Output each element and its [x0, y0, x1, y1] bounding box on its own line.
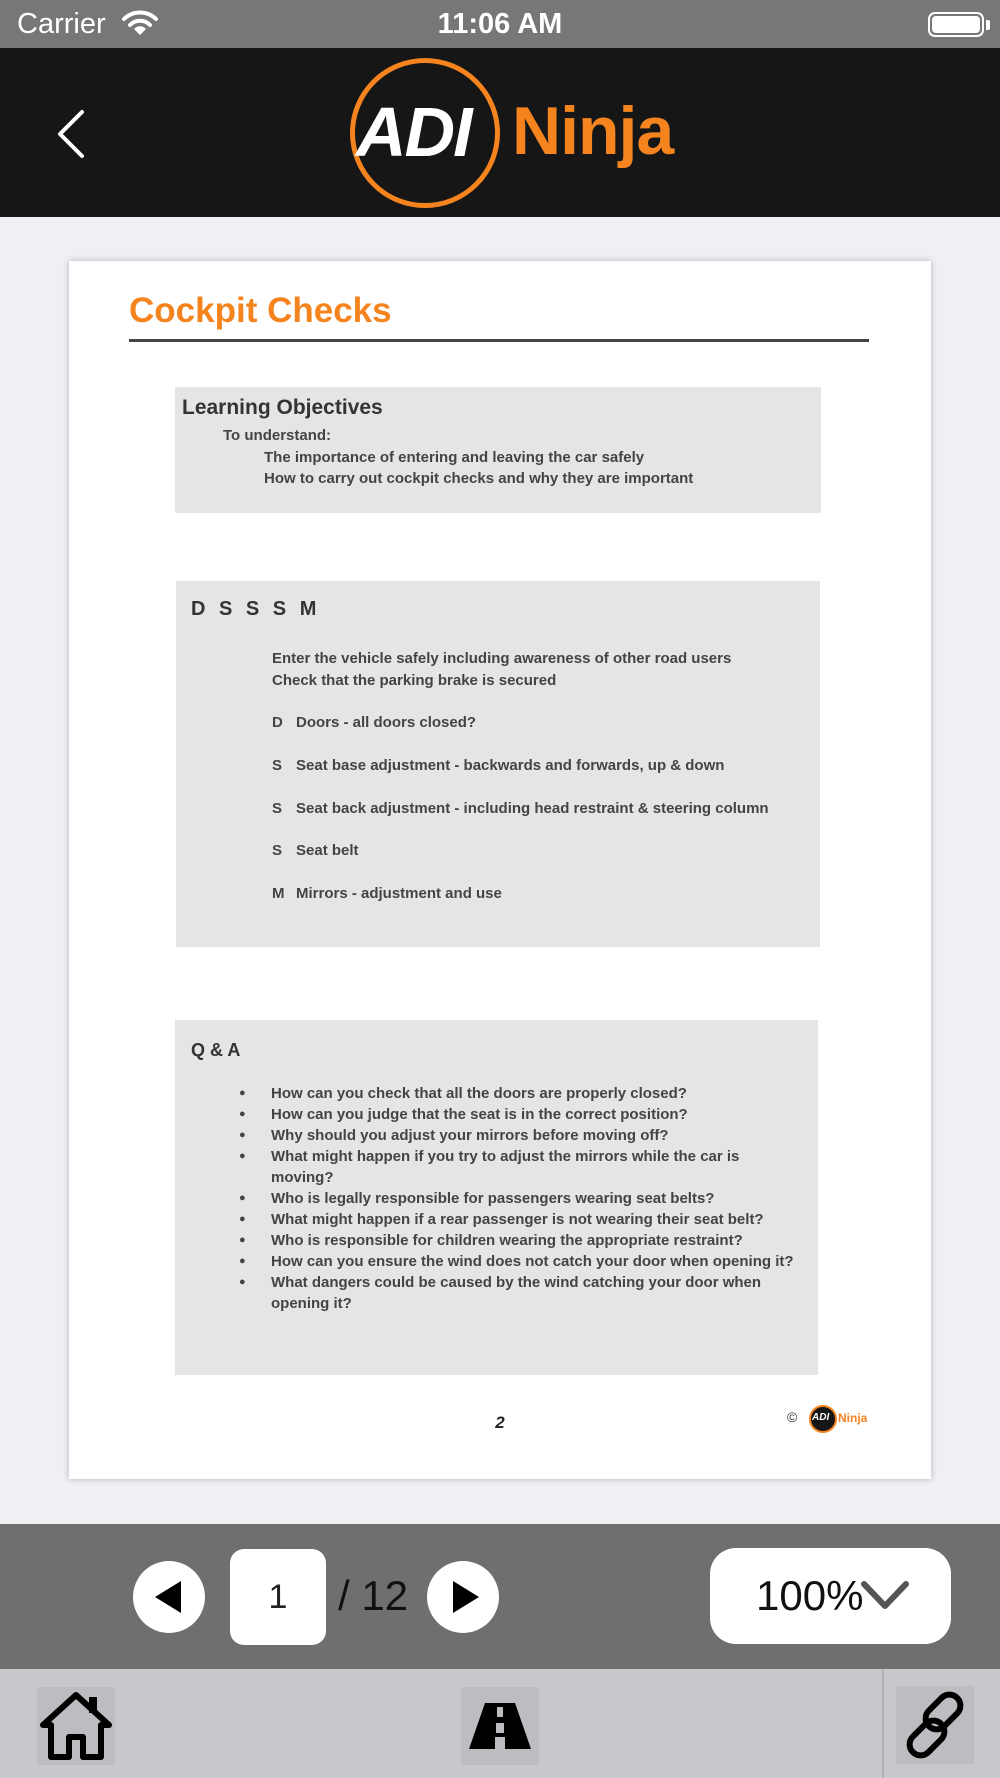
- learning-objective-item: How to carry out cockpit checks and why they are important: [264, 470, 694, 487]
- dsssm-text: Seat base adjustment - backwards and forwards, up & down: [296, 757, 725, 774]
- tab-link[interactable]: [896, 1686, 974, 1764]
- footer-logo: [787, 1403, 877, 1433]
- zoom-value: 100%: [756, 1572, 864, 1619]
- qa-question: ● What might happen if you try to adjust the mirrors while the car is moving?: [251, 1146, 806, 1188]
- tab-home[interactable]: [37, 1687, 115, 1765]
- dsssm-letter: D: [272, 714, 283, 731]
- learning-objective-item: The importance of entering and leaving the car safely: [264, 449, 645, 466]
- qa-box: [175, 1020, 818, 1375]
- previous-page-button[interactable]: [133, 1561, 205, 1633]
- document-page-number: 2: [495, 1413, 505, 1432]
- footer-logo-adi: ADI: [812, 1412, 830, 1423]
- qa-question: ● Who is legally responsible for passengers wearing seat belts?: [251, 1188, 806, 1209]
- triangle-left-icon: [133, 1561, 205, 1633]
- qa-list: [251, 1083, 806, 1314]
- dsssm-title: D S S S M: [191, 598, 321, 620]
- qa-question: ● What might happen if a rear passenger is not wearing their seat belt?: [251, 1209, 806, 1230]
- status-bar: [0, 0, 1000, 48]
- title-divider: [129, 339, 869, 342]
- page-total-label: / 12: [338, 1572, 409, 1619]
- copyright-symbol: ©: [787, 1409, 798, 1425]
- pager-bar: [0, 1524, 1000, 1669]
- footer-logo-ninja: Ninja: [838, 1411, 868, 1425]
- dsssm-item-doors: [272, 714, 476, 731]
- tab-bar: [0, 1669, 1000, 1778]
- dsssm-intro-line: Enter the vehicle safely including awareness of other road users: [272, 650, 732, 667]
- dsssm-letter: M: [272, 885, 285, 902]
- document-title: Cockpit Checks: [129, 291, 392, 330]
- chevron-left-icon: [50, 106, 100, 162]
- tab-divider: [882, 1669, 884, 1778]
- learning-objectives-title: Learning Objectives: [182, 396, 383, 419]
- app-logo: [348, 52, 688, 212]
- dsssm-item-seat-base: [272, 757, 724, 774]
- carrier-label: Carrier: [17, 8, 106, 40]
- dsssm-item-mirrors: [272, 885, 502, 902]
- logo-text-adi: ADI: [356, 93, 471, 171]
- triangle-right-icon: [427, 1561, 499, 1633]
- home-icon: [37, 1687, 115, 1765]
- learning-objectives-subtitle: To understand:: [223, 427, 332, 444]
- learning-objectives-box: [175, 387, 821, 513]
- qa-question: ● Who is responsible for children wearing the appropriate restraint?: [251, 1230, 806, 1251]
- dsssm-item-seat-back: [272, 800, 769, 817]
- logo-text-ninja: Ninja: [512, 93, 674, 169]
- tab-road[interactable]: [461, 1687, 539, 1765]
- document-page: [69, 261, 931, 1479]
- dsssm-text: Doors - all doors closed?: [296, 714, 477, 731]
- dsssm-intro-line: Check that the parking brake is secured: [272, 672, 557, 689]
- back-button[interactable]: [50, 106, 100, 162]
- dsssm-box: [176, 581, 820, 947]
- dsssm-text: Seat belt: [296, 842, 359, 859]
- road-icon: [461, 1687, 539, 1765]
- qa-question: ● Why should you adjust your mirrors before moving off?: [251, 1125, 806, 1146]
- dsssm-letter: S: [272, 842, 283, 859]
- dsssm-text: Seat back adjustment - including head restraint & steering column: [296, 800, 769, 817]
- document-viewer[interactable]: [0, 217, 1000, 1524]
- zoom-dropdown[interactable]: [710, 1548, 951, 1644]
- nav-bar: [0, 48, 1000, 217]
- next-page-button[interactable]: [427, 1561, 499, 1633]
- dsssm-item-seat-belt: [272, 842, 359, 859]
- qa-question: ● What dangers could be caused by the wind catching your door when opening it?: [251, 1272, 806, 1314]
- chevron-down-icon: [860, 1578, 910, 1614]
- battery-cap: [986, 20, 990, 30]
- qa-question: ● How can you judge that the seat is in the correct position?: [251, 1104, 806, 1125]
- dsssm-letter: S: [272, 800, 283, 817]
- page-number-input[interactable]: [230, 1549, 326, 1645]
- clock: 11:06 AM: [437, 8, 563, 40]
- qa-question: ● How can you ensure the wind does not catch your door when opening it?: [251, 1251, 806, 1272]
- qa-question: ● How can you check that all the doors are properly closed?: [251, 1083, 806, 1104]
- dsssm-text: Mirrors - adjustment and use: [296, 885, 502, 902]
- dsssm-letter: S: [272, 757, 283, 774]
- link-icon: [896, 1686, 974, 1764]
- qa-title: Q & A: [191, 1040, 241, 1060]
- battery-icon: [928, 12, 984, 37]
